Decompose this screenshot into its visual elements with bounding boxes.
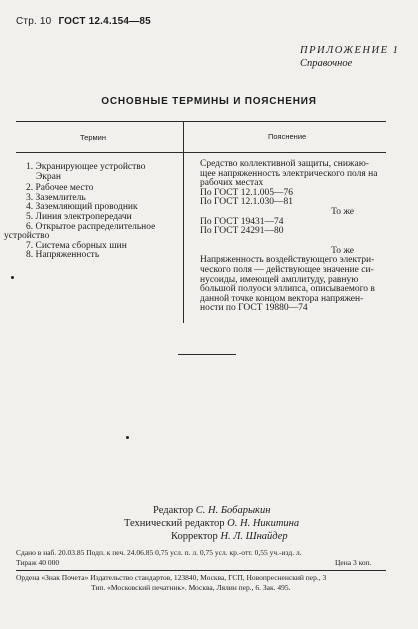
column-header-term: Термин (80, 133, 106, 142)
publisher-line: Ордена «Знак Почета» Издательство стандартов, 123840, Москва, ГСП, Новопресненский пер., 3 (16, 573, 327, 582)
editor-label: Редактор (153, 505, 194, 516)
corrector-label: Корректор (171, 531, 218, 542)
page-header (16, 16, 151, 27)
term-item: 7. Система сборных шин (26, 240, 127, 251)
term-item: Экран (36, 171, 61, 182)
corrector-line (171, 530, 288, 543)
explanation-line: большой полуоси эллипса, описываемого в (200, 284, 375, 295)
tech-editor-name: О. Н. Никитина (227, 518, 300, 529)
editor-line (153, 504, 270, 517)
column-header-explanation: Пояснение (268, 132, 307, 141)
explanation-line: По ГОСТ 19431—74 (200, 216, 284, 227)
print-speck (126, 436, 129, 439)
appendix-subtitle: Справочное (300, 58, 353, 69)
explanation-line: щее напряженность электрического поля на (200, 168, 378, 179)
standard-code: ГОСТ 12.4.154—85 (58, 16, 151, 27)
explanation-line: ности по ГОСТ 19880—74 (200, 303, 308, 314)
term-item: 6. Открытое распределительное (26, 221, 156, 232)
print-speck (11, 276, 14, 279)
publisher-footer (16, 573, 386, 593)
table-head-rule (16, 152, 386, 153)
corrector-name: Н. Л. Шнайдер (220, 531, 288, 542)
end-rule (178, 354, 236, 355)
explanation-line: То же (331, 206, 354, 217)
tech-editor-label: Технический редактор (124, 518, 225, 529)
appendix-title: ПРИЛОЖЕНИЕ 1 (300, 45, 400, 56)
print-dates: Сдано в наб. 20.03.85 Подп. к печ. 24.06.85 0,75 усл. п. л. 0,75 усл. кр.-отт. 0,55 уч.-изд. л. (16, 548, 302, 557)
term-item: 1. Экранирующее устройство (26, 162, 146, 172)
tech-editor-line (124, 517, 299, 530)
term-item: устройство (4, 231, 50, 242)
explanation-line: Напряженность воздействующего электри- (200, 255, 375, 266)
explanation-line: данной точке концом вектора напряжен- (200, 293, 364, 304)
term-item: 8. Напряженность (26, 250, 100, 261)
print-details (16, 548, 386, 567)
term-item: 4. Заземляющий проводник (26, 202, 138, 213)
explanation-line: ческого поля — действующее значение си- (200, 264, 374, 275)
term-item: 2. Рабочее место (26, 183, 94, 194)
terms-column (4, 162, 186, 261)
explanation-line: По ГОСТ 24291—80 (200, 226, 284, 237)
explanation-line: По ГОСТ 12.1.005—76 (200, 187, 293, 198)
explanation-line: нусоиды, имеющей амплитуду, равную (200, 274, 359, 285)
explanation-line: Средство коллективной защиты, снижаю- (200, 159, 369, 169)
print-circulation: Тираж 40 000 (16, 558, 60, 567)
table-top-rule (16, 121, 386, 122)
printer-line: Тип. «Московский печатник». Москва, Лялин пер., 6. Зак. 495. (91, 583, 291, 592)
editor-name: С. Н. Бобарыкин (195, 505, 271, 516)
page-number: Стр. 10 (16, 16, 52, 27)
footer-rule (16, 570, 386, 571)
explanation-line: По ГОСТ 12.1.030—81 (200, 197, 293, 208)
explanation-line: То же (331, 245, 354, 256)
term-item: 3. Заземлитель (26, 192, 86, 203)
explanation-line: рабочих местах (200, 178, 264, 189)
explanation-column (200, 160, 392, 314)
term-item: 5. Линия электропередачи (26, 211, 132, 222)
print-price: Цена 3 коп. (335, 558, 372, 567)
appendix-label (300, 44, 399, 70)
section-title: ОСНОВНЫЕ ТЕРМИНЫ И ПОЯСНЕНИЯ (101, 96, 317, 107)
